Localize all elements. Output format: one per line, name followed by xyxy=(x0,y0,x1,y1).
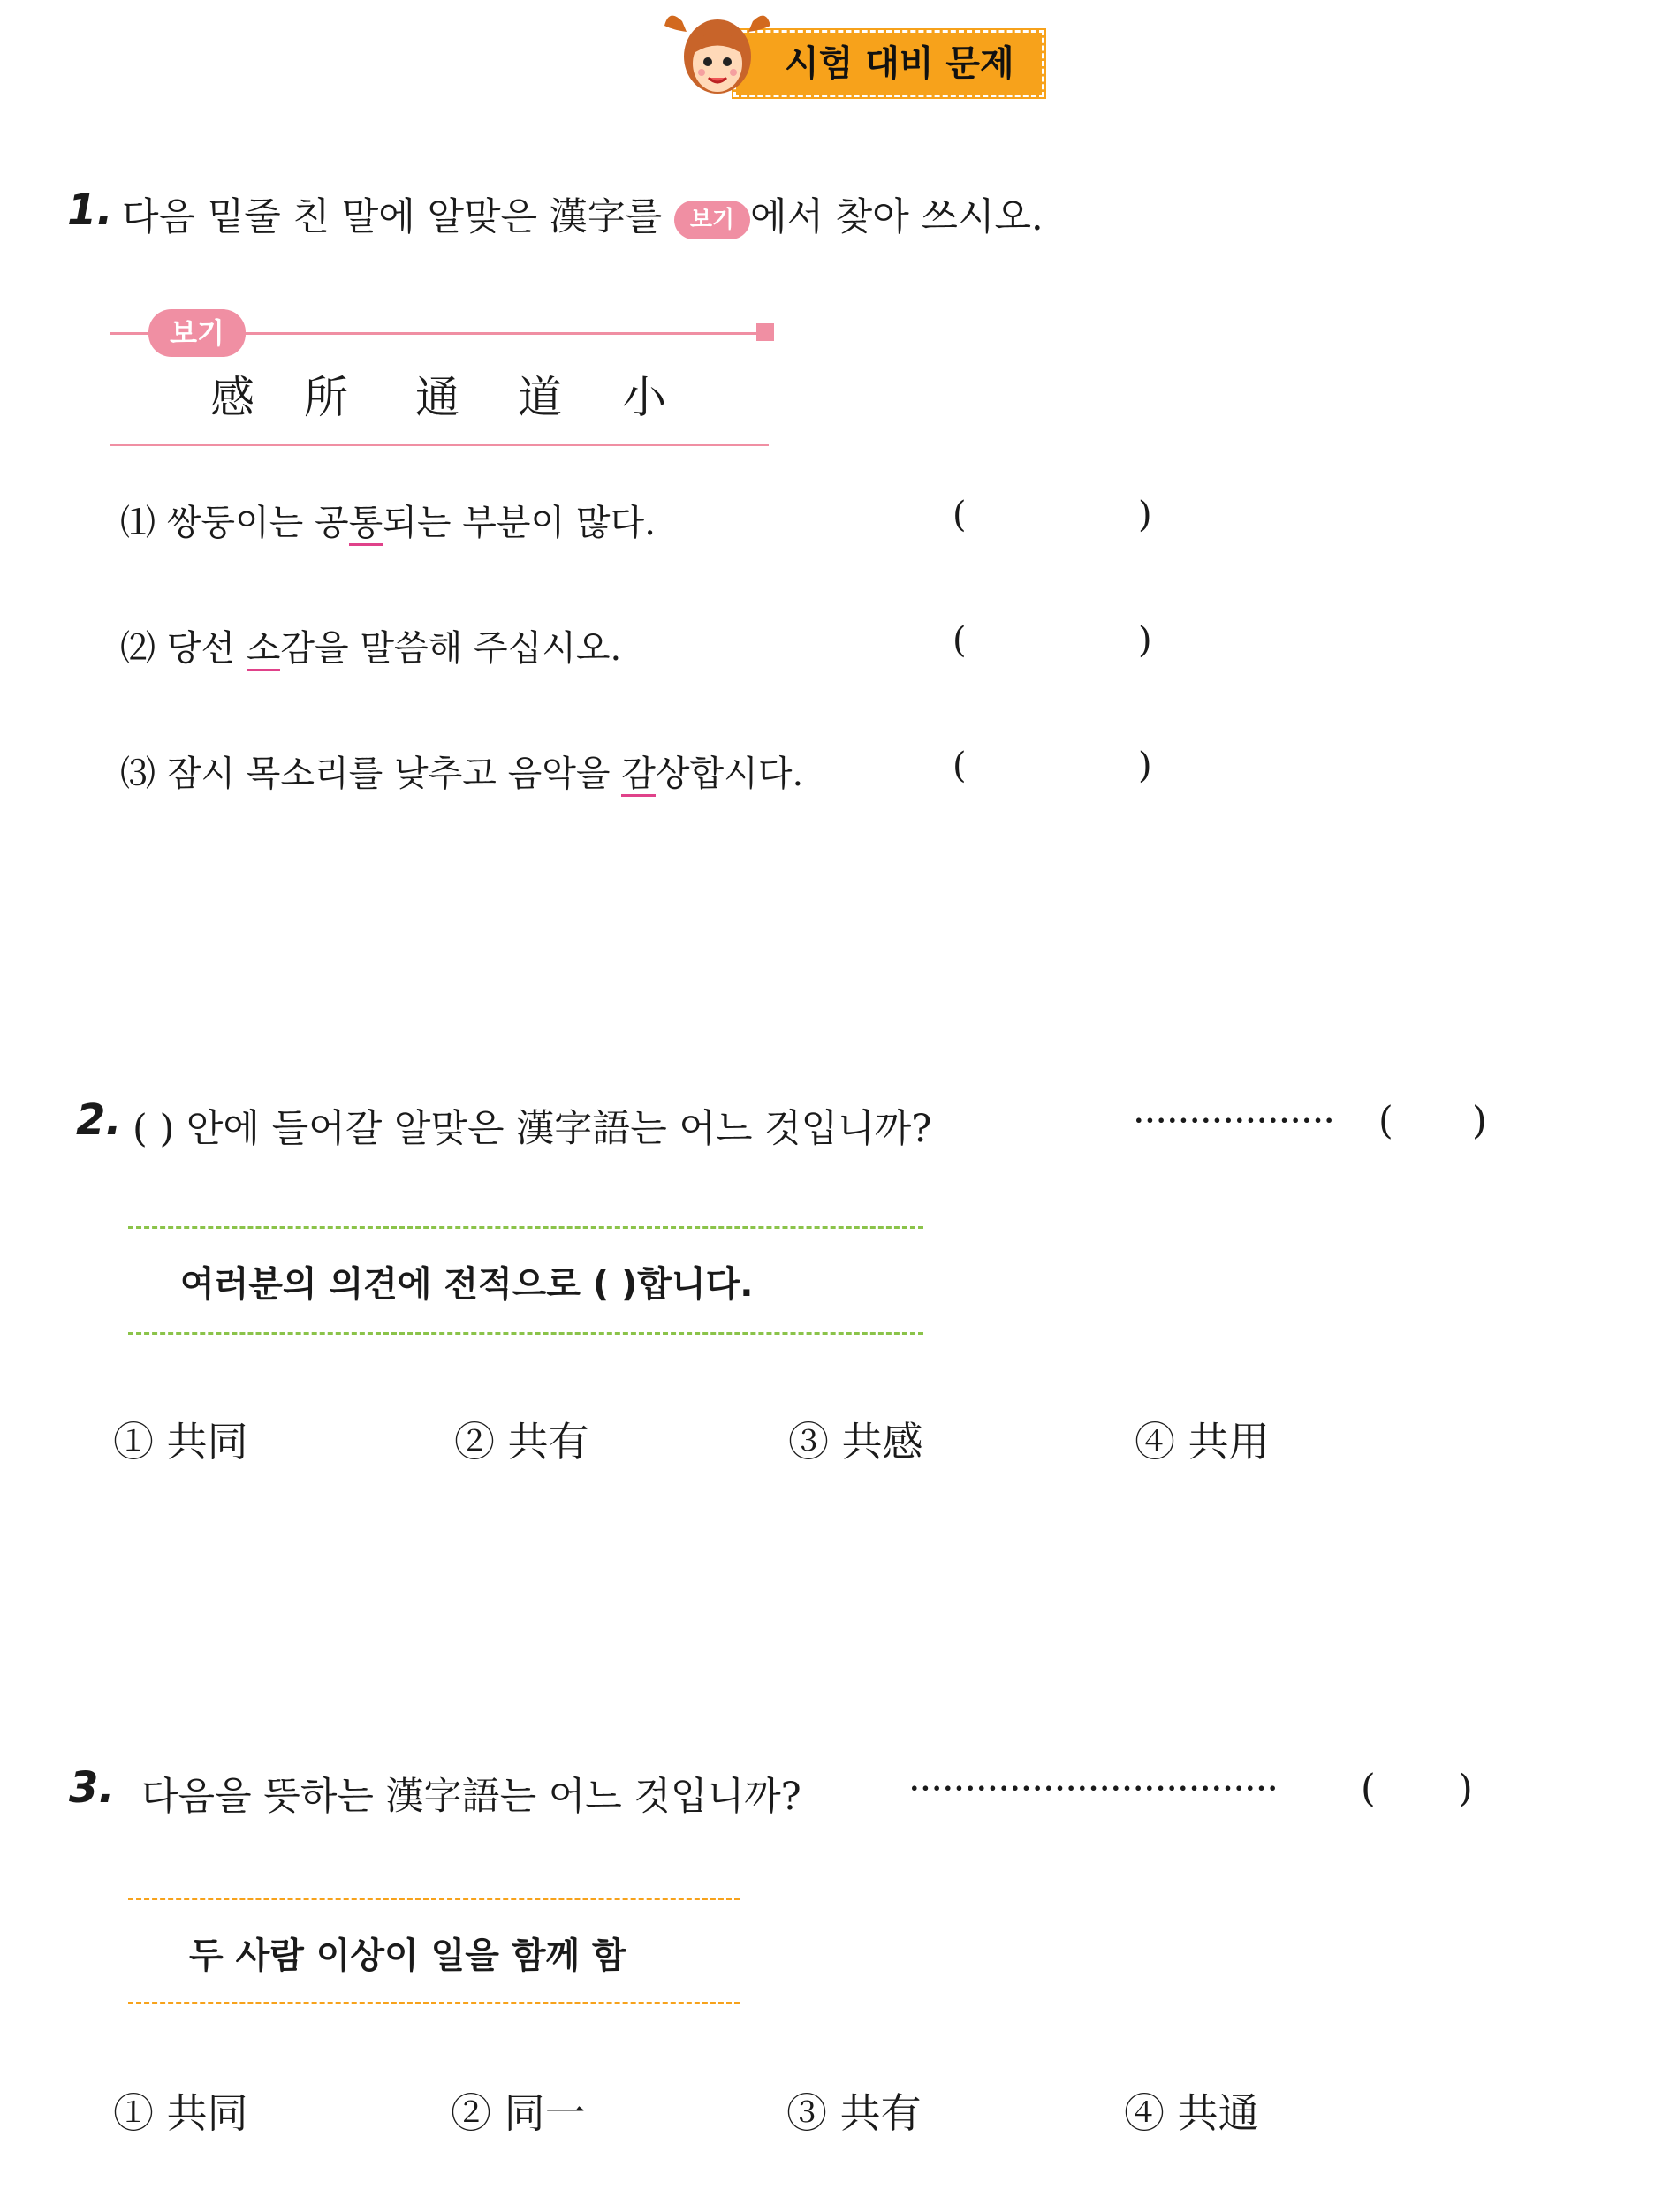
answer-paren-open-3: ( xyxy=(953,746,967,786)
underlined-syllable: 감 xyxy=(621,754,656,797)
question-1-text xyxy=(122,187,1044,241)
definition-box-top-border xyxy=(128,1898,740,1900)
item-text-after: 되는 부분이 많다. xyxy=(383,503,656,543)
answer-paren-close-3: ) xyxy=(1138,746,1152,786)
question-3-leader-dots: ································· xyxy=(908,1767,1279,1811)
definition-box-bottom-border xyxy=(128,2002,740,2004)
section-title: 시험 대비 문제 xyxy=(785,43,1014,84)
question-2-number: 2. xyxy=(76,1095,122,1145)
bogi-hanja-2: 通 xyxy=(415,372,461,423)
item-number: ⑶ xyxy=(120,754,156,794)
girl-mascot-icon xyxy=(664,4,770,101)
question-2-sentence: 여러분의 의견에 전적으로 ( )합니다. xyxy=(180,1264,754,1305)
q3-choice-1[interactable]: ① 共同 xyxy=(113,2089,248,2137)
question-3-definition: 두 사람 이상이 일을 함께 함 xyxy=(189,1936,626,1976)
question-1-text-before: 다음 밑줄 친 말에 알맞은 漢字를 xyxy=(122,195,663,239)
q2-choice-2[interactable]: ② 共有 xyxy=(454,1418,589,1466)
question-3-answer-open: ( xyxy=(1361,1767,1376,1811)
question-2-leader-dots: ·················· xyxy=(1133,1099,1335,1143)
sentence-box-top-border xyxy=(128,1226,923,1229)
item-text-before: 쌍둥이는 공 xyxy=(166,503,349,543)
item-text-after: 감을 말씀해 주십시오. xyxy=(280,628,622,669)
q2-choice-1[interactable]: ① 共同 xyxy=(113,1418,248,1466)
bogi-hanja-3: 道 xyxy=(518,372,564,423)
question-3-answer-close: ) xyxy=(1458,1767,1473,1811)
underlined-syllable: 통 xyxy=(349,503,383,546)
item-text-after: 상합시다. xyxy=(655,754,804,794)
item-number: ⑴ xyxy=(120,503,156,543)
question-2-answer-open: ( xyxy=(1378,1099,1393,1143)
q3-choice-4[interactable]: ④ 共通 xyxy=(1124,2089,1259,2137)
section-title-badge xyxy=(733,30,1044,97)
question-3-number: 3. xyxy=(69,1763,115,1813)
bogi-line-end-square xyxy=(756,323,774,341)
answer-paren-open-1: ( xyxy=(953,495,967,535)
q1-item-3 xyxy=(120,746,803,796)
q3-choice-3[interactable]: ③ 共有 xyxy=(786,2089,922,2137)
question-3-text: 다음을 뜻하는 漢字語는 어느 것입니까? xyxy=(141,1775,801,1819)
bogi-hanja-1: 所 xyxy=(304,372,350,423)
bogi-inline-badge: 보기 xyxy=(674,201,750,239)
q1-item-1 xyxy=(120,495,656,545)
q3-choice-2[interactable]: ② 同一 xyxy=(451,2089,586,2137)
question-2-text: ( ) 안에 들어갈 알맞은 漢字語는 어느 것입니까? xyxy=(133,1107,932,1151)
answer-paren-close-2: ) xyxy=(1138,620,1152,661)
item-number: ⑵ xyxy=(120,628,156,669)
item-text-before: 당선 xyxy=(166,628,247,669)
q1-item-2 xyxy=(120,620,621,670)
bogi-bottom-line xyxy=(110,444,769,446)
question-1-text-after: 에서 찾아 쓰시오. xyxy=(749,195,1044,239)
q2-choice-3[interactable]: ③ 共感 xyxy=(788,1418,923,1466)
bogi-label: 보기 xyxy=(148,309,246,357)
q2-choice-4[interactable]: ④ 共用 xyxy=(1135,1418,1270,1466)
question-2-answer-close: ) xyxy=(1472,1099,1487,1143)
answer-paren-close-1: ) xyxy=(1138,495,1152,535)
answer-paren-open-2: ( xyxy=(953,620,967,661)
question-1-number: 1. xyxy=(67,186,113,235)
sentence-box-bottom-border xyxy=(128,1332,923,1335)
bogi-hanja-4: 小 xyxy=(622,372,668,423)
bogi-hanja-0: 感 xyxy=(210,372,256,423)
item-text-before: 잠시 목소리를 낮추고 음악을 xyxy=(166,754,622,794)
underlined-syllable: 소 xyxy=(247,628,281,671)
